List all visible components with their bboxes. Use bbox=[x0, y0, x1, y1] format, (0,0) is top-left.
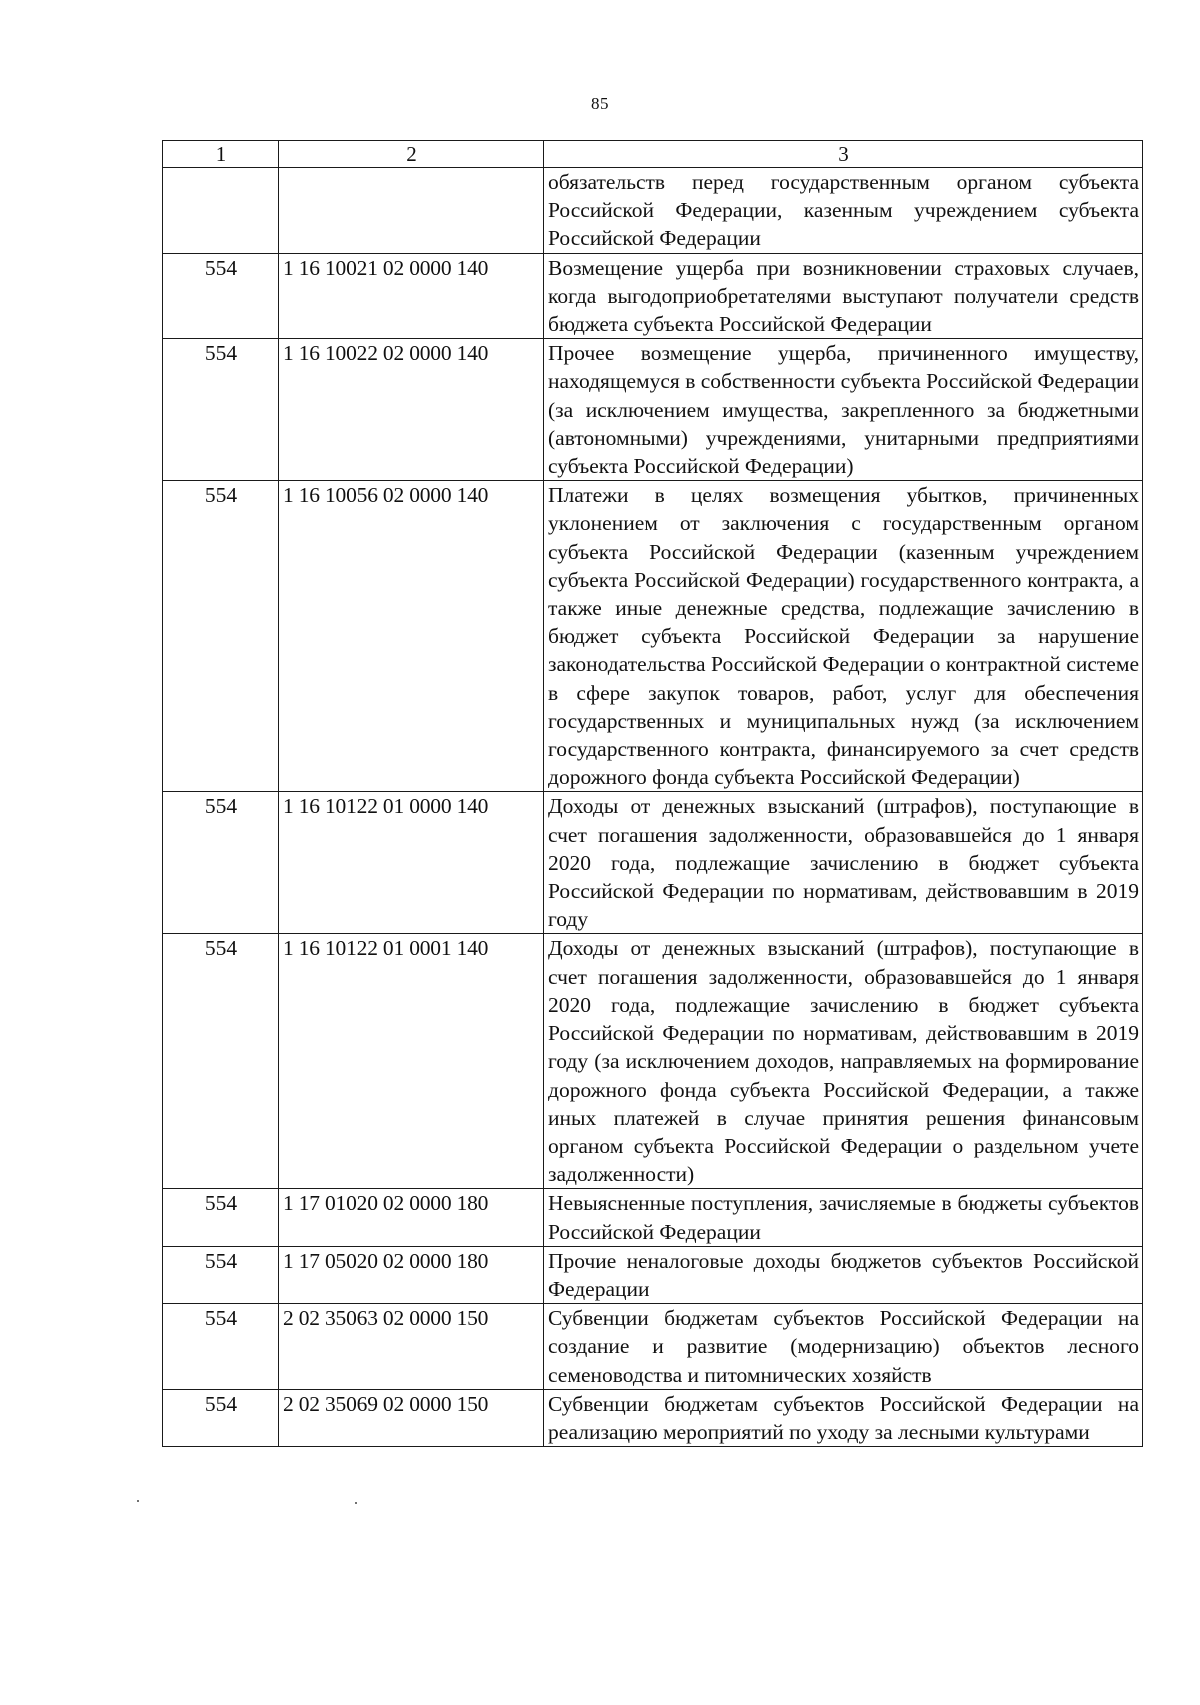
admin-code-cell: 554 bbox=[163, 1246, 279, 1303]
table-row bbox=[163, 339, 1143, 481]
table-header-row bbox=[163, 141, 1143, 168]
description-cell: Прочее возмещение ущерба, причиненного имуществу, находящемуся в собственности субъекта Российской Федерации (за исключением имущества, закрепленного за бюджетными (автономными) учреждениями, унитарными предприятиями субъекта Российской Федерации) bbox=[544, 339, 1143, 481]
admin-code-cell: 554 bbox=[163, 481, 279, 792]
kbk-code-cell: 1 16 10021 02 0000 140 bbox=[279, 253, 544, 339]
admin-code-cell: 554 bbox=[163, 1189, 279, 1246]
column-header-3: 3 bbox=[544, 141, 1143, 168]
description-cell: Невыясненные поступления, зачисляемые в бюджеты субъектов Российской Федерации bbox=[544, 1189, 1143, 1246]
table-row bbox=[163, 792, 1143, 934]
kbk-code-cell: 1 16 10022 02 0000 140 bbox=[279, 339, 544, 481]
admin-code-cell: 554 bbox=[163, 339, 279, 481]
description-cell: Прочие неналоговые доходы бюджетов субъектов Российской Федерации bbox=[544, 1246, 1143, 1303]
description-cell: Доходы от денежных взысканий (штрафов), поступающие в счет погашения задолженности, образовавшейся до 1 января 2020 года, подлежащие зачислению в бюджет субъекта Российской Федерации по нормативам, действовавшим в 2019 году bbox=[544, 792, 1143, 934]
kbk-code-cell: 2 02 35063 02 0000 150 bbox=[279, 1304, 544, 1390]
kbk-code-cell: 1 16 10122 01 0000 140 bbox=[279, 792, 544, 934]
description-cell: Субвенции бюджетам субъектов Российской Федерации на создание и развитие (модернизацию) объектов лесного семеноводства и питомнических хозяйств bbox=[544, 1304, 1143, 1390]
column-header-2: 2 bbox=[279, 141, 544, 168]
admin-code-cell: 554 bbox=[163, 792, 279, 934]
table-row bbox=[163, 1304, 1143, 1390]
admin-code-cell: 554 bbox=[163, 934, 279, 1189]
kbk-code-cell: 1 17 05020 02 0000 180 bbox=[279, 1246, 544, 1303]
description-cell: Возмещение ущерба при возникновении страховых случаев, когда выгодоприобретателями выступают получатели средств бюджета субъекта Российской Федерации bbox=[544, 253, 1143, 339]
table-row bbox=[163, 1389, 1143, 1446]
description-cell: Субвенции бюджетам субъектов Российской Федерации на реализацию мероприятий по уходу за лесными культурами bbox=[544, 1389, 1143, 1446]
scan-speck bbox=[355, 1502, 357, 1504]
table-row bbox=[163, 481, 1143, 792]
admin-code-cell: 554 bbox=[163, 1389, 279, 1446]
revenue-codes-table bbox=[162, 140, 1143, 1447]
table-row bbox=[163, 253, 1143, 339]
description-cell: Доходы от денежных взысканий (штрафов), поступающие в счет погашения задолженности, образовавшейся до 1 января 2020 года, подлежащие зачислению в бюджет субъекта Российской Федерации по нормативам, действовавшим в 2019 году (за исключением доходов, направляемых на формирование дорожного фонда субъекта Российской Федерации, а также иных платежей в случае принятия решения финансовым органом субъекта Российской Федерации о раздельном учете задолженности) bbox=[544, 934, 1143, 1189]
scan-speck bbox=[137, 1500, 139, 1502]
description-cell: Платежи в целях возмещения убытков, причиненных уклонением от заключения с государственным органом субъекта Российской Федерации (казенным учреждением субъекта Российской Федерации) государственного контракта, а также иные денежные средства, подлежащие зачислению в бюджет субъекта Российской Федерации за нарушение законодательства Российской Федерации о контрактной системе в сфере закупок товаров, работ, услуг для обеспечения государственных и муниципальных нужд (за исключением государственного контракта, финансируемого за счет средств дорожного фонда субъекта Российской Федерации) bbox=[544, 481, 1143, 792]
description-cell: обязательств перед государственным органом субъекта Российской Федерации, казенным учреждением субъекта Российской Федерации bbox=[544, 168, 1143, 254]
kbk-code-cell bbox=[279, 168, 544, 254]
admin-code-cell bbox=[163, 168, 279, 254]
table-row bbox=[163, 1189, 1143, 1246]
kbk-code-cell: 1 16 10056 02 0000 140 bbox=[279, 481, 544, 792]
kbk-code-cell: 2 02 35069 02 0000 150 bbox=[279, 1389, 544, 1446]
column-header-1: 1 bbox=[163, 141, 279, 168]
table-row bbox=[163, 1246, 1143, 1303]
table-row bbox=[163, 934, 1143, 1189]
admin-code-cell: 554 bbox=[163, 253, 279, 339]
table-row bbox=[163, 168, 1143, 254]
admin-code-cell: 554 bbox=[163, 1304, 279, 1390]
kbk-code-cell: 1 17 01020 02 0000 180 bbox=[279, 1189, 544, 1246]
page-number: 85 bbox=[591, 94, 609, 113]
kbk-code-cell: 1 16 10122 01 0001 140 bbox=[279, 934, 544, 1189]
